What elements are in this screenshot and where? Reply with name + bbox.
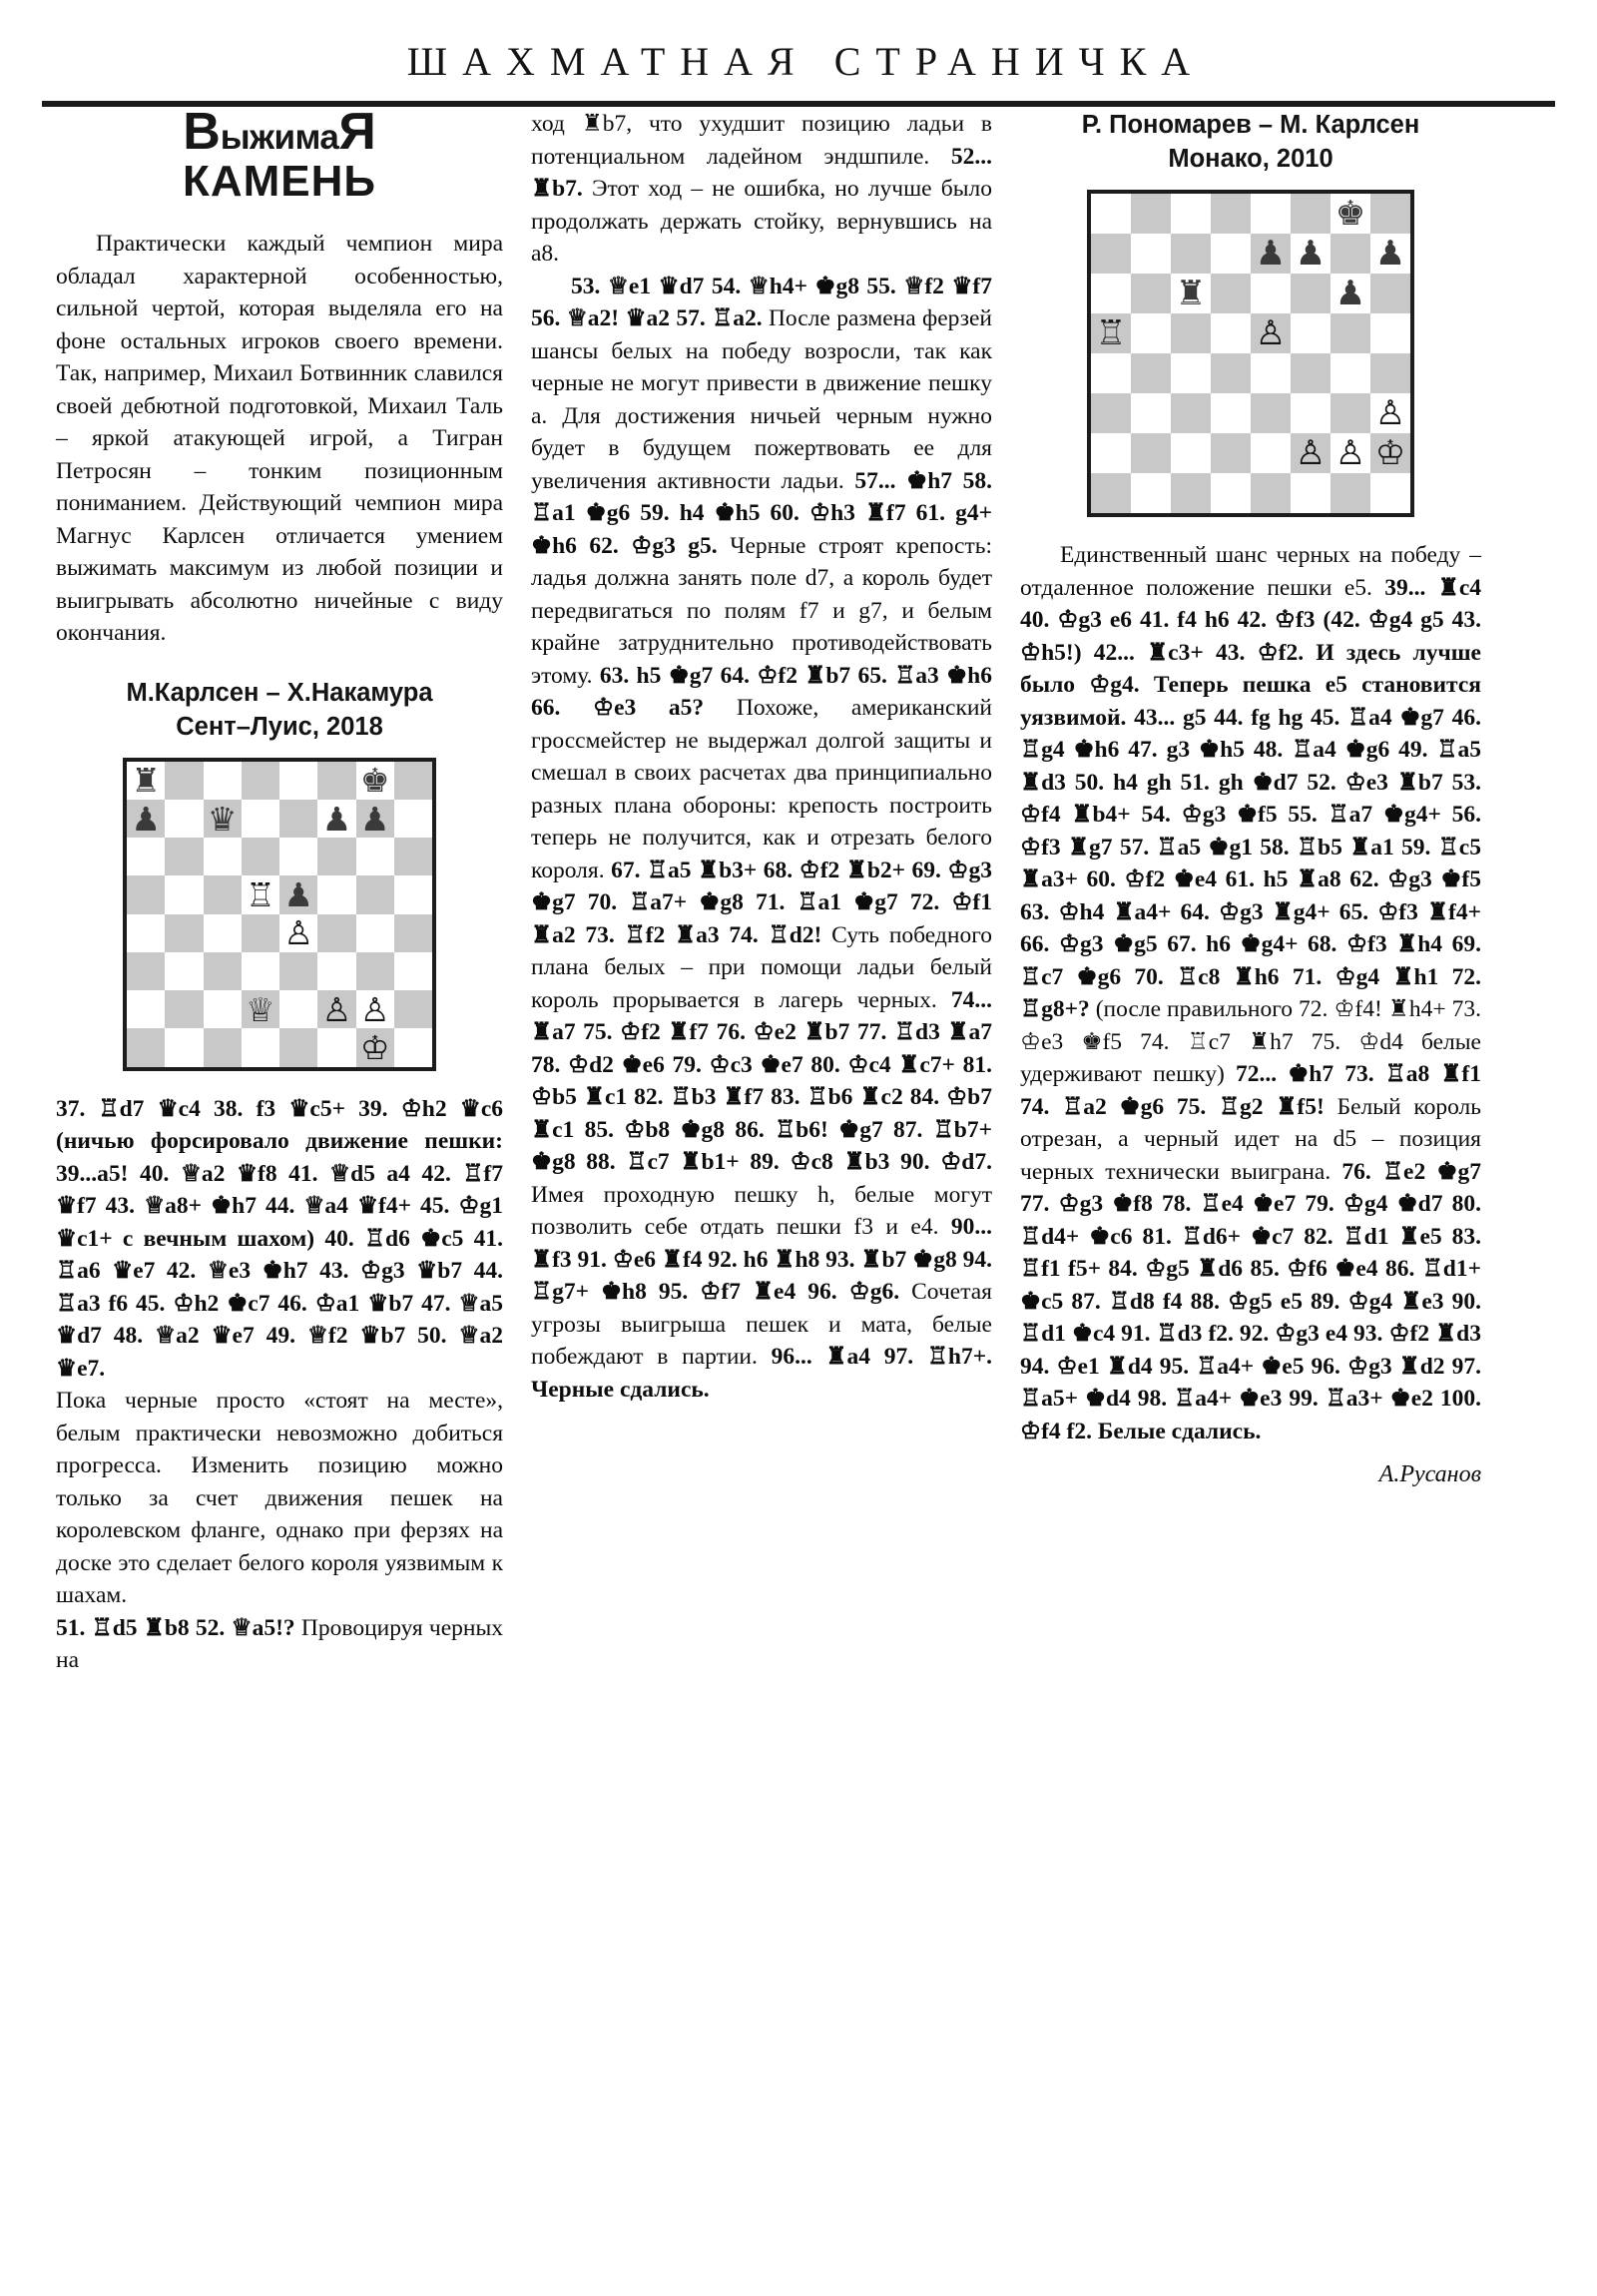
square-g6 [1331, 274, 1370, 313]
square-h3 [1370, 393, 1410, 433]
white-rook-piece: ♖ [246, 875, 275, 915]
square-b1 [1131, 473, 1171, 513]
article-title-line-2: КАМЕНЬ [182, 156, 377, 206]
square-a7 [1091, 234, 1131, 274]
square-b2 [1131, 433, 1171, 473]
article-title-final: Я [338, 103, 376, 161]
square-h6 [1370, 274, 1410, 313]
square-e6 [1251, 274, 1291, 313]
article-title-line-1 [56, 103, 503, 161]
square-g5 [356, 875, 394, 913]
mid-p1-lead: ход [531, 111, 565, 137]
square-d1 [1211, 473, 1251, 513]
square-e7 [279, 800, 317, 838]
square-f1 [1291, 473, 1331, 513]
square-h1 [1370, 473, 1410, 513]
mid-p4-moves: 63. h5 ♚g7 64. ♔f2 ♜b7 65. ♖a3 ♚h6 66. ♔e3 a5? [531, 662, 993, 721]
square-d3 [1211, 393, 1251, 433]
game-1-moves-part-2 [56, 1612, 503, 1677]
square-f4 [317, 914, 355, 952]
chess-diagram-2 [1087, 190, 1414, 517]
mid-p2-text: После размена ферзей шансы белых на победу возросли, так как черные не могут привести в движение пешку a. Для достижения ничьей черным нужно будет в будущем пожертвовать ее для увеличения активности ладьи. [531, 305, 992, 494]
square-f5 [317, 875, 355, 913]
game-1-event: Сент–Луис, 2018 [176, 712, 383, 741]
white-king-piece: ♔ [359, 1028, 390, 1068]
mid-p6-moves: 74... ♜a7 75. ♔f2 ♜f7 76. ♔e2 ♜b7 77. ♖d3 ♜a7 78. ♔d2 ♚e6 79. ♔c3 ♚e7 80. ♔c4 ♜c7+ 81. ♔b5 ♜c1 82. ♖b3 ♜f7 83. ♖b6 ♜c2 84. ♔b7 ♜c1 85. ♔b8 ♚g8 86. ♖b6! ♚g7 87. ♖b7+ ♚g8 88. ♖c7 ♜b1+ 89. ♔c8 ♜b3 90. ♔d7. [531, 986, 993, 1175]
square-g5 [1331, 313, 1370, 353]
intro-paragraph: Практически каждый чемпион мира обладал характерной особенностью, сильной чертой, которая выделяла его на фоне остальных игроков своего времени. Так, например, Михаил Ботвинник славился своей дебютной подготовкой, Михаил Таль – яркой атакующей игрой, а Тигран Петросян – тонким позиционным пониманием. Действующий чемпион мира Магнус Карлсен отличается умением выжимать максимум из любой позиции и выигрывать абсолютно ничейные с виду окончания. [56, 231, 503, 647]
square-e8 [279, 762, 317, 800]
square-c8 [204, 762, 242, 800]
square-a1 [1091, 473, 1131, 513]
square-e2 [1251, 433, 1291, 473]
game-1-commentary-1: Пока черные просто «стоят на месте», белым практически невозможно добиться прогресса. Изменить позицию можно только за счет движения пешек на королевском фланге, однако при ферзях на доске это сделает белого короля уязвимым к шахам. [56, 1388, 503, 1609]
square-e5 [279, 875, 317, 913]
square-a8 [1091, 194, 1131, 234]
square-c1 [204, 1028, 242, 1066]
square-g2 [1331, 433, 1370, 473]
square-a4 [1091, 353, 1131, 393]
black-king-piece: ♚ [1334, 194, 1366, 234]
square-h2 [394, 990, 432, 1028]
square-c3 [204, 952, 242, 990]
square-f3 [1291, 393, 1331, 433]
square-b8 [165, 762, 203, 800]
square-g2 [356, 990, 394, 1028]
square-h5 [394, 875, 432, 913]
square-c3 [1171, 393, 1211, 433]
square-f6 [317, 838, 355, 875]
square-b8 [1131, 194, 1171, 234]
column-middle [517, 108, 1006, 2244]
game-2-players: Р. Пономарев – М. Карлсен [1081, 111, 1420, 139]
game-heading-2 [1020, 108, 1481, 176]
square-d6 [242, 838, 279, 875]
square-d5 [1211, 313, 1251, 353]
square-c7 [204, 800, 242, 838]
square-e1 [1251, 473, 1291, 513]
square-g8 [1331, 194, 1370, 234]
square-a2 [1091, 433, 1131, 473]
square-c6 [204, 838, 242, 875]
square-f6 [1291, 274, 1331, 313]
square-c8 [1171, 194, 1211, 234]
square-g4 [356, 914, 394, 952]
square-h8 [394, 762, 432, 800]
square-h4 [1370, 353, 1410, 393]
mid-p8-moves: 96... ♜a4 97. ♖h7+. Черные сдались. [531, 1344, 992, 1403]
black-queen-piece: ♛ [207, 799, 238, 839]
white-rook-piece: ♖ [1095, 313, 1127, 353]
column-right [1006, 108, 1495, 2244]
masthead-rule [42, 101, 1555, 107]
page-masthead-title: ШАХМАТНАЯ СТРАНИЧКА [406, 39, 1206, 84]
square-e4 [279, 914, 317, 952]
column-left [42, 103, 517, 2244]
white-pawn-piece: ♙ [1374, 393, 1406, 433]
black-rook-piece: ♜ [1175, 274, 1207, 313]
square-e1 [279, 1028, 317, 1066]
square-a5 [127, 875, 165, 913]
square-a5 [1091, 313, 1131, 353]
square-b7 [165, 800, 203, 838]
square-h1 [394, 1028, 432, 1066]
game-heading-1 [56, 676, 503, 744]
square-f8 [317, 762, 355, 800]
mid-p3-moves: 57... ♚h7 58. ♖a1 ♚g6 59. h4 ♚h5 60. ♔h3 ♜f7 61. g4+ ♚h6 62. ♔g3 g5. [531, 467, 993, 559]
square-b6 [165, 838, 203, 875]
square-f2 [317, 990, 355, 1028]
mid-p3-text: Черные строят крепость: ладья должна занять поле d7, а король будет передвигаться по полям f7 и g7, и белым крайне затруднительно противодействовать этому. [531, 532, 992, 689]
square-h3 [394, 952, 432, 990]
square-g1 [356, 1028, 394, 1066]
square-c4 [204, 914, 242, 952]
square-a3 [127, 952, 165, 990]
square-d6 [1211, 274, 1251, 313]
white-pawn-piece: ♙ [1334, 433, 1366, 473]
square-g1 [1331, 473, 1370, 513]
square-d8 [1211, 194, 1251, 234]
square-d4 [1211, 353, 1251, 393]
square-e7 [1251, 234, 1291, 274]
right-paragraph-1 [1020, 539, 1481, 1447]
white-queen-piece: ♕ [246, 989, 275, 1029]
square-c7 [1171, 234, 1211, 274]
black-pawn-piece: ♟ [283, 875, 313, 915]
square-c2 [1171, 433, 1211, 473]
square-b1 [165, 1028, 203, 1066]
square-c6 [1171, 274, 1211, 313]
chess-diagram-2-wrapper [1020, 190, 1481, 517]
chess-diagram-1-wrapper [56, 758, 503, 1071]
square-a4 [127, 914, 165, 952]
square-e6 [279, 838, 317, 875]
mid-p5-text: Суть победного плана белых – при помощи ладьи белый король прорывается в лагерь черных. [531, 921, 992, 1013]
white-pawn-piece: ♙ [321, 989, 352, 1029]
square-a6 [1091, 274, 1131, 313]
square-f7 [317, 800, 355, 838]
square-e3 [1251, 393, 1291, 433]
square-g7 [356, 800, 394, 838]
square-h4 [394, 914, 432, 952]
square-a3 [1091, 393, 1131, 433]
game-1-players: М.Карлсен – Х.Накамура [126, 678, 433, 707]
square-a8 [127, 762, 165, 800]
square-e3 [279, 952, 317, 990]
square-d5 [242, 875, 279, 913]
square-c2 [204, 990, 242, 1028]
square-g6 [356, 838, 394, 875]
square-a6 [127, 838, 165, 875]
square-g4 [1331, 353, 1370, 393]
square-b3 [165, 952, 203, 990]
white-king-piece: ♔ [1374, 433, 1406, 473]
three-column-layout [42, 103, 1555, 2244]
square-d7 [1211, 234, 1251, 274]
square-h8 [1370, 194, 1410, 234]
square-c5 [204, 875, 242, 913]
mid-paragraph-1 [531, 108, 992, 271]
square-c5 [1171, 313, 1211, 353]
mid-p2-moves: 53. ♕e1 ♛d7 54. ♕h4+ ♚g8 55. ♕f2 ♛f7 56. ♕a2! ♛a2 57. ♖a2. [531, 273, 992, 331]
black-pawn-piece: ♟ [131, 799, 161, 839]
square-e8 [1251, 194, 1291, 234]
square-e2 [279, 990, 317, 1028]
author-byline: А.Русанов [1378, 1461, 1481, 1487]
square-g3 [356, 952, 394, 990]
black-rook-piece: ♜ [131, 761, 161, 801]
square-b7 [1131, 234, 1171, 274]
square-g8 [356, 762, 394, 800]
square-b5 [165, 875, 203, 913]
square-d3 [242, 952, 279, 990]
square-c1 [1171, 473, 1211, 513]
square-e5 [1251, 313, 1291, 353]
article-title [56, 103, 503, 206]
square-b4 [1131, 353, 1171, 393]
mid-p1-text: ♜b7, что ухудшит позицию ладьи в потенциальном ладейном эндшпиле. [531, 111, 992, 170]
square-d8 [242, 762, 279, 800]
square-d7 [242, 800, 279, 838]
square-f7 [1291, 234, 1331, 274]
square-f2 [1291, 433, 1331, 473]
right-p3-text: Белый король отрезан, а черный идет на d5 – позиция черных технически выиграна. [1020, 1093, 1481, 1185]
square-d2 [242, 990, 279, 1028]
game-1-tail-text: Провоцируя черных на [56, 1614, 504, 1674]
square-c4 [1171, 353, 1211, 393]
white-pawn-piece: ♙ [1255, 313, 1287, 353]
black-pawn-piece: ♟ [1255, 234, 1287, 274]
mid-p1-move: 52... ♜b7. [531, 143, 992, 202]
game-1-moves-tail: 51. ♖d5 ♜b8 52. ♕a5!? [56, 1614, 295, 1641]
square-b5 [1131, 313, 1171, 353]
right-p2-text: (после правильного 72. ♔f4! ♜h4+ 73. ♔e3 ♚f5 74. ♖c7 ♜h7 75. ♔d4 белые удерживают пешку) [1020, 996, 1481, 1087]
mid-paragraph-2 [531, 271, 992, 1407]
square-f1 [317, 1028, 355, 1066]
square-h2 [1370, 433, 1410, 473]
square-a2 [127, 990, 165, 1028]
article-title-mid: ыжима [220, 118, 339, 157]
square-f3 [317, 952, 355, 990]
square-b3 [1131, 393, 1171, 433]
mid-p1-rest: Этот ход – не ошибка, но лучше было продолжать держать стойку, вернувшись на a8. [531, 176, 992, 267]
black-pawn-piece: ♟ [321, 799, 352, 839]
square-f4 [1291, 353, 1331, 393]
black-pawn-piece: ♟ [1295, 234, 1327, 274]
mid-p7-moves: 90... ♜f3 91. ♔e6 ♜f4 92. h6 ♜h8 93. ♜b7 ♚g8 94. ♖g7+ ♚h8 95. ♔f7 ♜e4 96. ♔g6. [531, 1214, 993, 1305]
square-f8 [1291, 194, 1331, 234]
chess-diagram-1 [123, 758, 436, 1071]
article-title-initial: В [183, 103, 221, 161]
square-a1 [127, 1028, 165, 1066]
right-p1-text: Единственный шанс черных на победу – отдаленное положение пешки e5. [1020, 542, 1481, 601]
game-1-moves-part-1: 37. ♖d7 ♛c4 38. f3 ♛c5+ 39. ♔h2 ♛c6 (ничью форсировало движение пешки: 39...a5! 40. ♕a2 ♛f8 41. ♕d5 a4 42. ♖f7 ♛f7 43. ♕a8+ ♚h7 44. ♕a4 ♛f4+ 45. ♔g1 ♛c1+ с вечным шахом) 40. ♖d6 ♚c5 41. ♖a6 ♛e7 42. ♕e3 ♚h7 43. ♔g3 ♛b7 44. ♖a3 f6 45. ♔h2 ♚c7 46. ♔a1 ♛b7 47. ♕a5 ♛d7 48. ♕a2 ♛e7 49. ♕f2 ♛b7 50. ♕a2 ♛e7. [56, 1095, 503, 1382]
mid-p5-moves: 67. ♖a5 ♜b3+ 68. ♔f2 ♜b2+ 69. ♔g3 ♚g7 70. ♖a7+ ♚g8 71. ♖a1 ♚g7 72. ♔f1 ♜a2 73. ♖f2 ♜a3 74. ♖d2! [531, 857, 992, 948]
right-moves-3: 76. ♖e2 ♚g7 77. ♔g3 ♚f8 78. ♖e4 ♚e7 79. ♔g4 ♚d7 80. ♖d4+ ♚c6 81. ♖d6+ ♚c7 82. ♖d1 ♜e5 83. ♖f1 f5+ 84. ♔g5 ♜d6 85. ♔f6 ♚e4 86. ♖d1+ ♚c5 87. ♖d8 f4 88. ♔g5 e5 89. ♔g4 ♜e3 90. ♖d1 ♚c4 91. ♖d3 f2. 92. ♔g3 e4 93. ♔f2 ♜d3 94. ♔e1 ♜d4 95. ♖a4+ ♚e5 96. ♔g3 ♜d2 97. ♖a5+ ♚d4 98. ♖a4+ ♚e3 99. ♖a3+ ♚e2 100. ♔f4 f2. Белые сдались. [1020, 1158, 1481, 1444]
white-pawn-piece: ♙ [283, 913, 313, 953]
black-pawn-piece: ♟ [359, 799, 390, 839]
square-g7 [1331, 234, 1370, 274]
square-e4 [1251, 353, 1291, 393]
right-moves-1: 39... ♜c4 40. ♔g3 e6 41. f4 h6 42. ♔f3 (42. ♔g4 g5 43. ♔h5!) 42... ♜c3+ 43. ♔f2. И здесь лучше было ♔g4. Теперь пешка e5 становится уязвимой. 43... g5 44. fg hg 45. ♖a4 ♚g7 46. ♖g4 ♚h6 47. g3 ♚h5 48. ♖a4 ♚g6 49. ♖a5 ♜d3 50. h4 gh 51. gh ♚d7 52. ♔e3 ♜b7 53. ♔f4 ♜b4+ 54. ♔g3 ♚f5 55. ♖a7 ♚g4+ 56. ♔f3 ♜g7 57. ♖a5 ♚g1 58. ♖b5 ♜a1 59. ♖c5 ♜a3+ 60. ♔f2 ♚e4 61. h5 ♜a8 62. ♔g3 ♚f5 63. ♔h4 ♜a4+ 64. ♔g3 ♜g4+ 65. ♔f3 ♜f4+ 66. ♔g3 ♚g5 67. h6 ♚g4+ 68. ♔f3 ♜h4 69. ♖c7 ♚g6 70. ♖c8 ♜h6 71. ♔g4 ♜h1 72. ♖g8+? [1020, 574, 1482, 1022]
square-b2 [165, 990, 203, 1028]
square-h5 [1370, 313, 1410, 353]
white-pawn-piece: ♙ [1295, 433, 1327, 473]
mid-p6-text: Имея проходную пешку h, белые могут позволить себе отдать пешки f3 и e4. [531, 1181, 992, 1240]
black-pawn-piece: ♟ [1374, 234, 1406, 274]
white-pawn-piece: ♙ [359, 989, 390, 1029]
black-king-piece: ♚ [359, 761, 390, 801]
mid-p4-text: Похоже, американский гроссмейстер не выдержал долгой защиты и смешал в своих расчетах два принципиально разных плана обороны: крепость построить теперь не получится, как и отрезать белого короля. [531, 695, 993, 883]
black-pawn-piece: ♟ [1334, 274, 1366, 313]
square-a7 [127, 800, 165, 838]
mid-p7-text: Сочетая угрозы выигрыша пешек и мата, белые побеждают в партии. [531, 1279, 992, 1370]
square-h6 [394, 838, 432, 875]
square-b4 [165, 914, 203, 952]
square-g3 [1331, 393, 1370, 433]
square-h7 [394, 800, 432, 838]
square-d2 [1211, 433, 1251, 473]
right-moves-2: 72... ♚h7 73. ♖a8 ♜f1 74. ♖a2 ♚g6 75. ♖g2 ♜f5! [1020, 1061, 1481, 1120]
square-f5 [1291, 313, 1331, 353]
square-d1 [242, 1028, 279, 1066]
square-h7 [1370, 234, 1410, 274]
square-b6 [1131, 274, 1171, 313]
game-2-event: Монако, 2010 [1168, 145, 1333, 173]
square-d4 [242, 914, 279, 952]
